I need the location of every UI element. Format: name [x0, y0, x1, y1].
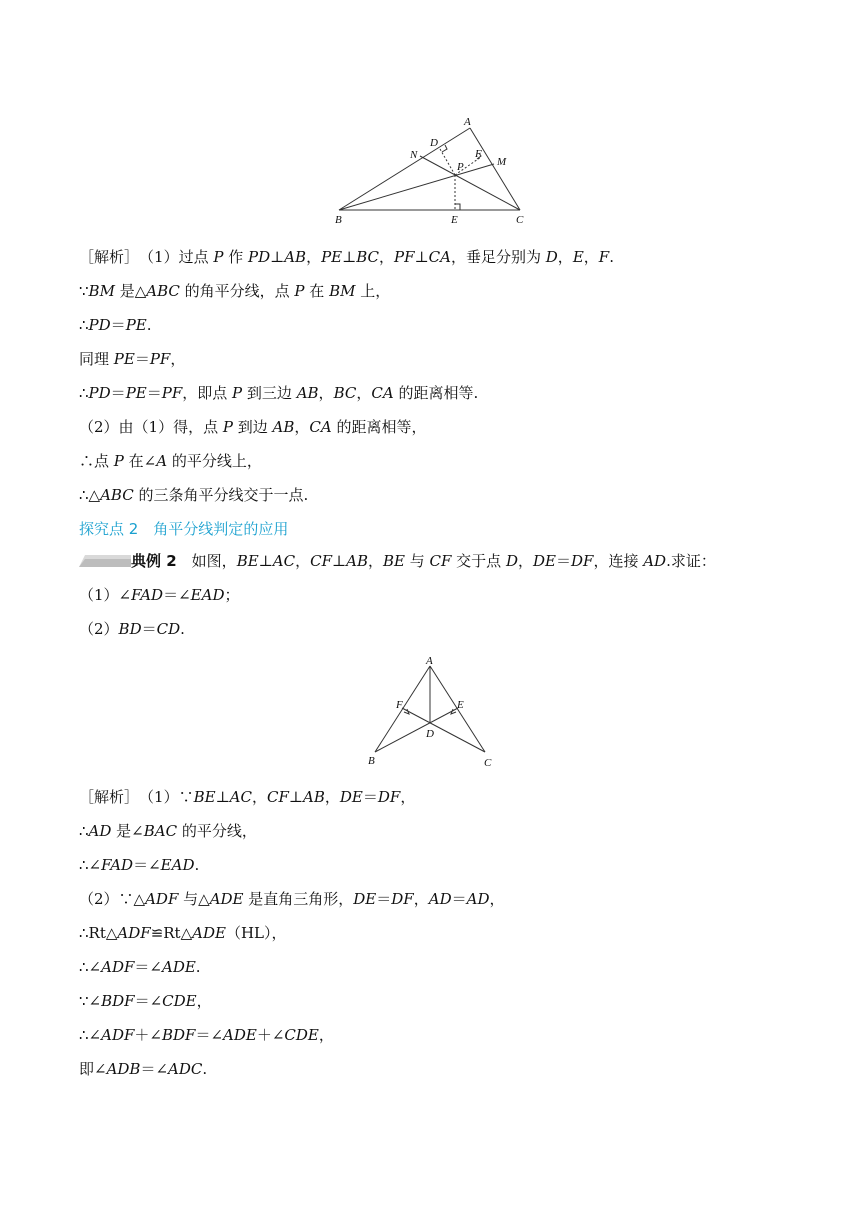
example2-tag: 典例 2 [131, 552, 177, 570]
sol1-line5: ∴PD＝PE＝PF，即点 P 到三边 AB，BC，CA 的距离相等. [79, 384, 479, 402]
sol1-line2: ∵BM 是△ABC 的角平分线，点 P 在 BM 上， [79, 282, 391, 300]
label-D: D [430, 137, 438, 149]
sol2-line7: ∵∠BDF＝∠CDE， [79, 992, 212, 1010]
label-P: P [457, 161, 464, 173]
sol2-line6: ∴∠ADF＝∠ADE. [79, 958, 201, 976]
sol1-line7: ∴点 P 在∠A 的平分线上， [79, 452, 262, 470]
label-N: N [410, 149, 418, 161]
section-heading: 探究点 2 角平分线判定的应用 [79, 520, 289, 538]
figure-triangle-bisectors [330, 112, 530, 232]
sol2-line8: ∴∠ADF＋∠BDF＝∠ADE＋∠CDE， [79, 1026, 334, 1044]
fig2-label-B: B [368, 755, 375, 767]
label-E: E [451, 214, 458, 226]
fig2-label-E: E [457, 699, 464, 711]
label-F: F [475, 148, 482, 160]
example-badge-icon [79, 553, 131, 569]
sol1-line4: 同理 PE＝PF， [79, 350, 186, 368]
sol1-line3: ∴PD＝PE. [79, 316, 152, 334]
fig2-label-C: C [484, 757, 492, 769]
sol1-line8: ∴△ABC 的三条角平分线交于一点. [79, 486, 309, 504]
sol2-line1: ［解析］ （1）∵BE⊥AC，CF⊥AB，DE＝DF， [79, 788, 416, 806]
sol1-line6: （2）由（1）得，点 P 到边 AB，CA 的距离相等， [79, 418, 427, 436]
sol2-line5: ∴Rt△ADF≌Rt△ADE（HL）， [79, 924, 287, 942]
example2-question: 典例 2 如图，BE⊥AC，CF⊥AB，BE 与 CF 交于点 D，DE＝DF，连接 AD.求证： [131, 552, 716, 570]
label-A: A [464, 116, 471, 128]
sol2-line2: ∴AD 是∠BAC 的平分线， [79, 822, 257, 840]
sol2-line3: ∴∠FAD＝∠EAD. [79, 856, 200, 874]
fig2-label-F: F [396, 699, 403, 711]
fig2-label-D: D [426, 728, 434, 740]
sol2-line4: （2）∵△ADF 与△ADE 是直角三角形，DE＝DF，AD＝AD， [79, 890, 505, 908]
sol2-line9: 即∠ADB＝∠ADC. [79, 1060, 208, 1078]
label-M: M [497, 156, 507, 168]
fig2-label-A: A [426, 655, 433, 667]
example2-part2: （2）BD＝CD. [79, 620, 185, 638]
label-B: B [335, 214, 342, 226]
example2-part1: （1）∠FAD＝∠EAD； [79, 586, 240, 604]
sol1-line1: ［解析］ （1）过点 P 作 PD⊥AB，PE⊥BC，PF⊥CA，垂足分别为 D，E，F. [79, 248, 614, 266]
figure-isosceles-perpendiculars [360, 652, 500, 772]
label-C: C [516, 214, 524, 226]
